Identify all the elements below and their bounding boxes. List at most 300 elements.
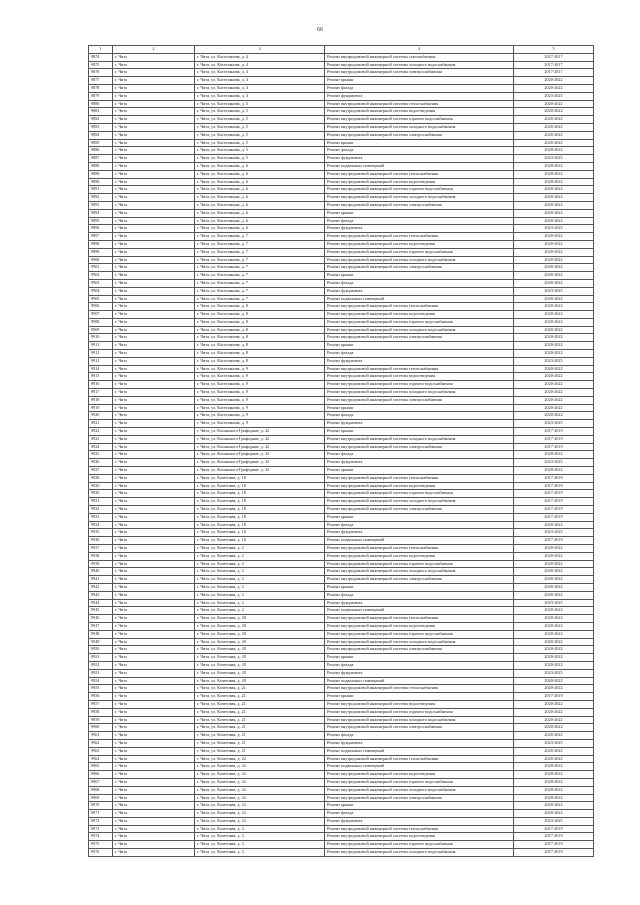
address-cell: г. Чита, ул. Кочетовая, д. 2 bbox=[195, 599, 325, 607]
city-cell: г. Чита bbox=[113, 84, 195, 92]
address-cell: г. Чита, ул. Кастелянова, д. 7 bbox=[195, 233, 325, 241]
address-cell: г. Чита, ул. Кастелянова, д. 9 bbox=[195, 381, 325, 389]
address-cell: г. Чита, ул. Кастелянова, д. 8 bbox=[195, 334, 325, 342]
period-cell: 2023-2025 bbox=[514, 599, 594, 607]
address-cell: г. Чита, ул. Кочетовая, д. 18 bbox=[195, 482, 325, 490]
address-cell: г. Чита, ул. Кочетовая, д. 22 bbox=[195, 778, 325, 786]
row-number: 9882 bbox=[89, 116, 113, 124]
table-row bbox=[89, 474, 594, 482]
address-cell: г. Чита, ул. Кочетовая, д. 21 bbox=[195, 700, 325, 708]
table-row bbox=[89, 295, 594, 303]
city-cell: г. Чита bbox=[113, 178, 195, 186]
work-type-cell: Ремонт фасада bbox=[325, 521, 514, 529]
table-header-row bbox=[89, 46, 594, 54]
table-row bbox=[89, 381, 594, 389]
work-type-cell: Ремонт внутридомовой инженерной системы холодного водоснабжения bbox=[325, 435, 514, 443]
work-type-cell: Ремонт внутридомовой инженерной системы горячего водоснабжения bbox=[325, 186, 514, 194]
row-number: 9951 bbox=[89, 654, 113, 662]
row-number: 9945 bbox=[89, 607, 113, 615]
period-cell: 2023-2025 bbox=[514, 287, 594, 295]
address-cell: г. Чита, ул. Кочетовая, д. 20 bbox=[195, 615, 325, 623]
work-type-cell: Ремонт внутридомовой инженерной системы теплоснабжения bbox=[325, 233, 514, 241]
city-cell: г. Чита bbox=[113, 607, 195, 615]
table-row bbox=[89, 529, 594, 537]
table-row bbox=[89, 513, 594, 521]
column-header-3: 3 bbox=[195, 46, 325, 54]
row-number: 9957 bbox=[89, 700, 113, 708]
row-number: 9964 bbox=[89, 755, 113, 763]
period-cell: 2020-2022 bbox=[514, 279, 594, 287]
table-row bbox=[89, 802, 594, 810]
work-type-cell: Ремонт фундамента bbox=[325, 817, 514, 825]
city-cell: г. Чита bbox=[113, 716, 195, 724]
row-number: 9937 bbox=[89, 545, 113, 553]
table-row bbox=[89, 155, 594, 163]
work-type-cell: Ремонт крыши bbox=[325, 342, 514, 350]
work-type-cell: Ремонт фасада bbox=[325, 279, 514, 287]
row-number: 9886 bbox=[89, 147, 113, 155]
work-type-cell: Ремонт внутридомовой инженерной системы электроснабжения bbox=[325, 794, 514, 802]
row-number: 9909 bbox=[89, 326, 113, 334]
city-cell: г. Чита bbox=[113, 303, 195, 311]
period-cell: 2020-2022 bbox=[514, 716, 594, 724]
row-number: 9911 bbox=[89, 342, 113, 350]
period-cell: 2020-2022 bbox=[514, 396, 594, 404]
address-cell: г. Чита, ул. Кочетовая, д. 22 bbox=[195, 794, 325, 802]
period-cell: 2020-2022 bbox=[514, 794, 594, 802]
period-cell: 2020-2022 bbox=[514, 209, 594, 217]
period-cell: 2020-2022 bbox=[514, 677, 594, 685]
work-type-cell: Ремонт внутридомовой инженерной системы холодного водоснабжения bbox=[325, 786, 514, 794]
period-cell: 2017-2019 bbox=[514, 693, 594, 701]
table-row bbox=[89, 201, 594, 209]
work-type-cell: Ремонт внутридомовой инженерной системы водоотведения bbox=[325, 178, 514, 186]
row-number: 9876 bbox=[89, 69, 113, 77]
row-number: 9956 bbox=[89, 693, 113, 701]
city-cell: г. Чита bbox=[113, 100, 195, 108]
table-row bbox=[89, 786, 594, 794]
work-type-cell: Ремонт крыши bbox=[325, 513, 514, 521]
period-cell: 2020-2022 bbox=[514, 318, 594, 326]
table-row bbox=[89, 233, 594, 241]
work-type-cell: Ремонт внутридомовой инженерной системы электроснабжения bbox=[325, 396, 514, 404]
table-body bbox=[89, 53, 594, 856]
table-row bbox=[89, 334, 594, 342]
row-number: 9896 bbox=[89, 225, 113, 233]
period-cell: 2020-2022 bbox=[514, 763, 594, 771]
city-cell: г. Чита bbox=[113, 357, 195, 365]
row-number: 9874 bbox=[89, 53, 113, 61]
row-number: 9901 bbox=[89, 264, 113, 272]
work-type-cell: Ремонт внутридомовой инженерной системы теплоснабжения bbox=[325, 615, 514, 623]
city-cell: г. Чита bbox=[113, 498, 195, 506]
row-number: 9950 bbox=[89, 646, 113, 654]
work-type-cell: Ремонт внутридомовой инженерной системы электроснабжения bbox=[325, 646, 514, 654]
work-type-cell: Ремонт внутридомовой инженерной системы холодного водоснабжения bbox=[325, 194, 514, 202]
table-row bbox=[89, 350, 594, 358]
city-cell: г. Чита bbox=[113, 786, 195, 794]
row-number: 9891 bbox=[89, 186, 113, 194]
table-row bbox=[89, 131, 594, 139]
address-cell: г. Чита, ул. Кочетовая, д. 2 bbox=[195, 583, 325, 591]
city-cell: г. Чита bbox=[113, 513, 195, 521]
address-cell: г. Чита, ул. Кастелянова, д. 4 bbox=[195, 77, 325, 85]
period-cell: 2020-2022 bbox=[514, 607, 594, 615]
city-cell: г. Чита bbox=[113, 591, 195, 599]
period-cell: 2020-2022 bbox=[514, 467, 594, 475]
period-cell: 2020-2022 bbox=[514, 77, 594, 85]
work-type-cell: Ремонт внутридомовой инженерной системы электроснабжения bbox=[325, 334, 514, 342]
address-cell: г. Чита, ул. Кастелянова, д. 7 bbox=[195, 272, 325, 280]
row-number: 9952 bbox=[89, 661, 113, 669]
period-cell: 2020-2022 bbox=[514, 810, 594, 818]
city-cell: г. Чита bbox=[113, 552, 195, 560]
row-number: 9963 bbox=[89, 747, 113, 755]
work-type-cell: Ремонт внутридомовой инженерной системы электроснабжения bbox=[325, 131, 514, 139]
table-row bbox=[89, 420, 594, 428]
row-number: 9907 bbox=[89, 311, 113, 319]
period-cell: 2020-2022 bbox=[514, 552, 594, 560]
city-cell: г. Чита bbox=[113, 53, 195, 61]
address-cell: г. Чита, ул. Кастелянова, д. 7 bbox=[195, 287, 325, 295]
table-row bbox=[89, 194, 594, 202]
table-row bbox=[89, 287, 594, 295]
address-cell: г. Чита, ул. Кастелянова, д. 6 bbox=[195, 217, 325, 225]
work-type-cell: Ремонт внутридомовой инженерной системы электроснабжения bbox=[325, 506, 514, 514]
address-cell: г. Чита, ул. Кастелянова, д. 6 bbox=[195, 170, 325, 178]
city-cell: г. Чита bbox=[113, 139, 195, 147]
address-cell: г. Чита, ул. Кочетовая, д. 21 bbox=[195, 708, 325, 716]
period-cell: 2020-2022 bbox=[514, 84, 594, 92]
period-cell: 2020-2022 bbox=[514, 139, 594, 147]
period-cell: 2017-2019 bbox=[514, 443, 594, 451]
city-cell: г. Чита bbox=[113, 279, 195, 287]
row-number: 9897 bbox=[89, 233, 113, 241]
address-cell: г. Чита, ул. Кочетовая, д. 2 bbox=[195, 545, 325, 553]
table-row bbox=[89, 162, 594, 170]
row-number: 9915 bbox=[89, 373, 113, 381]
row-number: 9920 bbox=[89, 412, 113, 420]
row-number: 9905 bbox=[89, 295, 113, 303]
row-number: 9878 bbox=[89, 84, 113, 92]
city-cell: г. Чита bbox=[113, 201, 195, 209]
table-row bbox=[89, 638, 594, 646]
city-cell: г. Чита bbox=[113, 459, 195, 467]
period-cell: 2017-2019 bbox=[514, 833, 594, 841]
city-cell: г. Чита bbox=[113, 248, 195, 256]
work-type-cell: Ремонт внутридомовой инженерной системы холодного водоснабжения bbox=[325, 638, 514, 646]
row-number: 9906 bbox=[89, 303, 113, 311]
table-row bbox=[89, 568, 594, 576]
table-row bbox=[89, 373, 594, 381]
address-cell: г. Чита, ул. Кочетовая, д. 2 bbox=[195, 591, 325, 599]
work-type-cell: Ремонт внутридомовой инженерной системы водоотведения bbox=[325, 771, 514, 779]
table-row bbox=[89, 661, 594, 669]
period-cell: 2020-2022 bbox=[514, 256, 594, 264]
city-cell: г. Чита bbox=[113, 147, 195, 155]
repair-schedule-table bbox=[88, 45, 594, 857]
period-cell: 2020-2022 bbox=[514, 303, 594, 311]
row-number: 9888 bbox=[89, 162, 113, 170]
address-cell: г. Чита, ул. Кастелянова, д. 5 bbox=[195, 116, 325, 124]
address-cell: г. Чита, ул. Кастелянова, д. 5 bbox=[195, 147, 325, 155]
work-type-cell: Ремонт подвальных помещений bbox=[325, 162, 514, 170]
row-number: 9948 bbox=[89, 630, 113, 638]
city-cell: г. Чита bbox=[113, 763, 195, 771]
table-row bbox=[89, 506, 594, 514]
city-cell: г. Чита bbox=[113, 630, 195, 638]
row-number: 9966 bbox=[89, 771, 113, 779]
work-type-cell: Ремонт фундамента bbox=[325, 459, 514, 467]
address-cell: г. Чита, ул. Кочетовая, д. 18 bbox=[195, 506, 325, 514]
row-number: 9884 bbox=[89, 131, 113, 139]
address-cell: г. Чита, ул. Кастелянова, д. 8 bbox=[195, 342, 325, 350]
row-number: 9969 bbox=[89, 794, 113, 802]
period-cell: 2020-2022 bbox=[514, 365, 594, 373]
work-type-cell: Ремонт фундамента bbox=[325, 669, 514, 677]
work-type-cell: Ремонт внутридомовой инженерной системы водоотведения bbox=[325, 700, 514, 708]
city-cell: г. Чита bbox=[113, 646, 195, 654]
work-type-cell: Ремонт подвальных помещений bbox=[325, 763, 514, 771]
address-cell: г. Чита, ул. Кочетовая, д. 22 bbox=[195, 771, 325, 779]
row-number: 9941 bbox=[89, 576, 113, 584]
address-cell: г. Чита, ул. Кастелянова, д. 5 bbox=[195, 123, 325, 131]
address-cell: г. Чита, ул. Кастелянова, д. 4 bbox=[195, 69, 325, 77]
table-row bbox=[89, 108, 594, 116]
work-type-cell: Ремонт внутридомовой инженерной системы водоотведения bbox=[325, 311, 514, 319]
address-cell: г. Чита, ул. Коханового-Грифоряне, д. 42 bbox=[195, 443, 325, 451]
address-cell: г. Чита, ул. Кастелянова, д. 4 bbox=[195, 53, 325, 61]
row-number: 9895 bbox=[89, 217, 113, 225]
city-cell: г. Чита bbox=[113, 467, 195, 475]
row-number: 9942 bbox=[89, 583, 113, 591]
period-cell: 2020-2022 bbox=[514, 295, 594, 303]
work-type-cell: Ремонт крыши bbox=[325, 654, 514, 662]
period-cell: 2020-2022 bbox=[514, 591, 594, 599]
address-cell: г. Чита, ул. Кастелянова, д. 6 bbox=[195, 194, 325, 202]
work-type-cell: Ремонт подвальных помещений bbox=[325, 607, 514, 615]
row-number: 9940 bbox=[89, 568, 113, 576]
table-row bbox=[89, 61, 594, 69]
table-row bbox=[89, 747, 594, 755]
table-row bbox=[89, 490, 594, 498]
row-number: 9975 bbox=[89, 841, 113, 849]
city-cell: г. Чита bbox=[113, 482, 195, 490]
address-cell: г. Чита, ул. Кастелянова, д. 8 bbox=[195, 303, 325, 311]
row-number: 9971 bbox=[89, 810, 113, 818]
city-cell: г. Чита bbox=[113, 326, 195, 334]
work-type-cell: Ремонт фундамента bbox=[325, 739, 514, 747]
city-cell: г. Чита bbox=[113, 833, 195, 841]
period-cell: 2023-2025 bbox=[514, 669, 594, 677]
table-row bbox=[89, 708, 594, 716]
address-cell: г. Чита, ул. Кочетовая, д. 18 bbox=[195, 490, 325, 498]
work-type-cell: Ремонт внутридомовой инженерной системы горячего водоснабжения bbox=[325, 490, 514, 498]
work-type-cell: Ремонт внутридомовой инженерной системы горячего водоснабжения bbox=[325, 381, 514, 389]
table-row bbox=[89, 755, 594, 763]
period-cell: 2020-2022 bbox=[514, 630, 594, 638]
period-cell: 2020-2022 bbox=[514, 404, 594, 412]
period-cell: 2020-2022 bbox=[514, 560, 594, 568]
period-cell: 2020-2022 bbox=[514, 583, 594, 591]
address-cell: г. Чита, ул. Коханового-Грифоряне, д. 42 bbox=[195, 467, 325, 475]
work-type-cell: Ремонт внутридомовой инженерной системы горячего водоснабжения bbox=[325, 841, 514, 849]
city-cell: г. Чита bbox=[113, 443, 195, 451]
row-number: 9924 bbox=[89, 443, 113, 451]
address-cell: г. Чита, ул. Кастелянова, д. 9 bbox=[195, 412, 325, 420]
period-cell: 2017-2019 bbox=[514, 498, 594, 506]
city-cell: г. Чита bbox=[113, 638, 195, 646]
period-cell: 2020-2022 bbox=[514, 170, 594, 178]
table-row bbox=[89, 498, 594, 506]
row-number: 9960 bbox=[89, 724, 113, 732]
work-type-cell: Ремонт внутридомовой инженерной системы водоотведения bbox=[325, 373, 514, 381]
address-cell: г. Чита, ул. Кочетовая, д. 20 bbox=[195, 630, 325, 638]
row-number: 9944 bbox=[89, 599, 113, 607]
address-cell: г. Чита, ул. Кочетовая, д. 20 bbox=[195, 646, 325, 654]
address-cell: г. Чита, ул. Кочетовая, д. 18 bbox=[195, 521, 325, 529]
table-row bbox=[89, 412, 594, 420]
work-type-cell: Ремонт внутридомовой инженерной системы теплоснабжения bbox=[325, 755, 514, 763]
work-type-cell: Ремонт внутридомовой инженерной системы водоотведения bbox=[325, 552, 514, 560]
work-type-cell: Ремонт крыши bbox=[325, 139, 514, 147]
row-number: 9894 bbox=[89, 209, 113, 217]
column-header-1: 1 bbox=[89, 46, 113, 54]
address-cell: г. Чита, ул. Кастелянова, д. 5 bbox=[195, 100, 325, 108]
city-cell: г. Чита bbox=[113, 435, 195, 443]
address-cell: г. Чита, ул. Кастелянова, д. 7 bbox=[195, 248, 325, 256]
period-cell: 2020-2022 bbox=[514, 147, 594, 155]
column-header-2: 2 bbox=[113, 46, 195, 54]
address-cell: г. Чита, ул. Кочетовая, д. 2 bbox=[195, 560, 325, 568]
table-row bbox=[89, 311, 594, 319]
period-cell: 2020-2022 bbox=[514, 685, 594, 693]
row-number: 9913 bbox=[89, 357, 113, 365]
city-cell: г. Чита bbox=[113, 677, 195, 685]
city-cell: г. Чита bbox=[113, 739, 195, 747]
period-cell: 2017-2019 bbox=[514, 537, 594, 545]
work-type-cell: Ремонт фасада bbox=[325, 84, 514, 92]
address-cell: г. Чита, ул. Кастелянова, д. 8 bbox=[195, 326, 325, 334]
address-cell: г. Чита, ул. Кочетовая, д. 20 bbox=[195, 669, 325, 677]
address-cell: г. Чита, ул. Кастелянова, д. 6 bbox=[195, 209, 325, 217]
table-row bbox=[89, 248, 594, 256]
work-type-cell: Ремонт подвальных помещений bbox=[325, 537, 514, 545]
work-type-cell: Ремонт внутридомовой инженерной системы холодного водоснабжения bbox=[325, 326, 514, 334]
row-number: 9973 bbox=[89, 825, 113, 833]
city-cell: г. Чита bbox=[113, 700, 195, 708]
table-row bbox=[89, 272, 594, 280]
row-number: 9929 bbox=[89, 482, 113, 490]
row-number: 9931 bbox=[89, 498, 113, 506]
table-row bbox=[89, 342, 594, 350]
work-type-cell: Ремонт фундамента bbox=[325, 599, 514, 607]
table-row bbox=[89, 716, 594, 724]
city-cell: г. Чита bbox=[113, 264, 195, 272]
row-number: 9887 bbox=[89, 155, 113, 163]
work-type-cell: Ремонт внутридомовой инженерной системы водоотведения bbox=[325, 622, 514, 630]
period-cell: 2017-2019 bbox=[514, 474, 594, 482]
work-type-cell: Ремонт фасада bbox=[325, 732, 514, 740]
city-cell: г. Чита bbox=[113, 568, 195, 576]
work-type-cell: Ремонт внутридомовой инженерной системы холодного водоснабжения bbox=[325, 849, 514, 857]
table-row bbox=[89, 139, 594, 147]
address-cell: г. Чита, ул. Кастелянова, д. 7 bbox=[195, 240, 325, 248]
address-cell: г. Чита, ул. Кочетовая, д. 21 bbox=[195, 685, 325, 693]
work-type-cell: Ремонт фундамента bbox=[325, 420, 514, 428]
work-type-cell: Ремонт фундамента bbox=[325, 357, 514, 365]
table-row bbox=[89, 849, 594, 857]
row-number: 9877 bbox=[89, 77, 113, 85]
period-cell: 2020-2022 bbox=[514, 350, 594, 358]
city-cell: г. Чита bbox=[113, 186, 195, 194]
work-type-cell: Ремонт внутридомовой инженерной системы электроснабжения bbox=[325, 264, 514, 272]
period-cell: 2020-2022 bbox=[514, 272, 594, 280]
row-number: 9921 bbox=[89, 420, 113, 428]
period-cell: 2020-2022 bbox=[514, 545, 594, 553]
work-type-cell: Ремонт внутридомовой инженерной системы газоснабжения bbox=[325, 53, 514, 61]
period-cell: 2020-2022 bbox=[514, 622, 594, 630]
work-type-cell: Ремонт крыши bbox=[325, 272, 514, 280]
period-cell: 2020-2022 bbox=[514, 755, 594, 763]
table-row bbox=[89, 763, 594, 771]
city-cell: г. Чита bbox=[113, 116, 195, 124]
address-cell: г. Чита, ул. Кочетовая, д. 22 bbox=[195, 786, 325, 794]
period-cell: 2020-2022 bbox=[514, 186, 594, 194]
city-cell: г. Чита bbox=[113, 693, 195, 701]
period-cell: 2020-2022 bbox=[514, 178, 594, 186]
period-cell: 2023-2025 bbox=[514, 155, 594, 163]
work-type-cell: Ремонт фундамента bbox=[325, 155, 514, 163]
period-cell: 2020-2022 bbox=[514, 131, 594, 139]
address-cell: г. Чита, ул. Кастелянова, д. 9 bbox=[195, 420, 325, 428]
table-row bbox=[89, 700, 594, 708]
city-cell: г. Чита bbox=[113, 560, 195, 568]
address-cell: г. Чита, ул. Кастелянова, д. 8 bbox=[195, 350, 325, 358]
table-row bbox=[89, 100, 594, 108]
city-cell: г. Чита bbox=[113, 194, 195, 202]
period-cell: 2020-2022 bbox=[514, 116, 594, 124]
table-row bbox=[89, 646, 594, 654]
table-row bbox=[89, 537, 594, 545]
table-row bbox=[89, 599, 594, 607]
address-cell: г. Чита, ул. Кочетовая, д. 21 bbox=[195, 693, 325, 701]
period-cell: 2023-2025 bbox=[514, 357, 594, 365]
work-type-cell: Ремонт фасада bbox=[325, 350, 514, 358]
work-type-cell: Ремонт внутридомовой инженерной системы горячего водоснабжения bbox=[325, 778, 514, 786]
row-number: 9925 bbox=[89, 451, 113, 459]
row-number: 9889 bbox=[89, 170, 113, 178]
address-cell: г. Чита, ул. Кочетовая, д. 20 bbox=[195, 661, 325, 669]
row-number: 9934 bbox=[89, 521, 113, 529]
table-row bbox=[89, 654, 594, 662]
table-row bbox=[89, 92, 594, 100]
work-type-cell: Ремонт фундамента bbox=[325, 529, 514, 537]
address-cell: г. Чита, ул. Кочетовая, д. 18 bbox=[195, 537, 325, 545]
table-row bbox=[89, 771, 594, 779]
city-cell: г. Чита bbox=[113, 724, 195, 732]
address-cell: г. Чита, ул. Кастелянова, д. 5 bbox=[195, 155, 325, 163]
city-cell: г. Чита bbox=[113, 654, 195, 662]
city-cell: г. Чита bbox=[113, 615, 195, 623]
period-cell: 2020-2022 bbox=[514, 615, 594, 623]
period-cell: 2020-2022 bbox=[514, 217, 594, 225]
city-cell: г. Чита bbox=[113, 131, 195, 139]
table-row bbox=[89, 77, 594, 85]
city-cell: г. Чита bbox=[113, 108, 195, 116]
row-number: 9875 bbox=[89, 61, 113, 69]
city-cell: г. Чита bbox=[113, 420, 195, 428]
